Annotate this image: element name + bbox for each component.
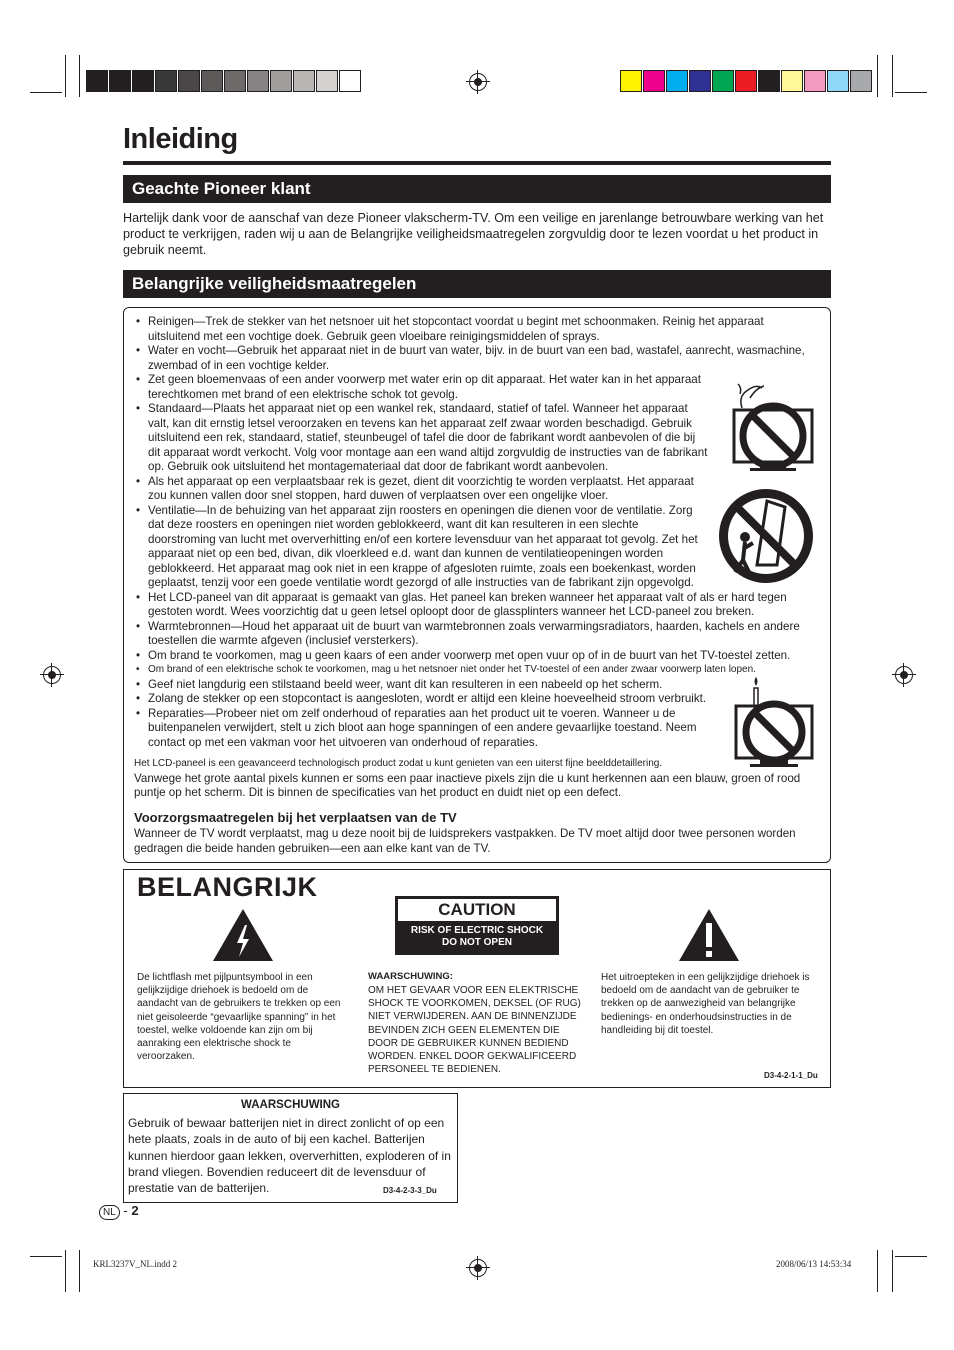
color-swatch (201, 70, 223, 92)
waarschuwing-heading: WAARSCHUWING: (368, 971, 453, 982)
crop-mark (30, 92, 62, 93)
color-swatch (224, 70, 246, 92)
color-swatch (293, 70, 315, 92)
crop-mark (79, 55, 80, 97)
intro-paragraph: Hartelijk dank voor de aanschaf van deze Pioneer vlakscherm-TV. Om een veilige en jarenlange betrouwbare werking van het product te verkrijgen, raden wij u aan de Belangrijke veiligheidsmaatregelen zorgvuldig door te lezen voordat u het product in gebruik neemt. (123, 211, 824, 257)
color-swatch (132, 70, 154, 92)
crop-mark (892, 55, 893, 97)
registration-mark-icon (469, 73, 487, 91)
page-number-value: 2 (131, 1203, 139, 1218)
footer-datetime: 2008/06/13 14:53:34 (776, 1259, 852, 1269)
section-heading-veiligheid: Belangrijke veiligheidsmaatregelen (123, 270, 831, 298)
color-swatch (339, 70, 361, 92)
color-swatch (850, 70, 872, 92)
crop-mark (65, 1250, 66, 1292)
exclamation-warning-icon (677, 907, 741, 963)
crop-mark (65, 55, 66, 97)
color-swatch (735, 70, 757, 92)
waarschuwing-text: OM HET GEVAAR VOOR EEN ELEKTRISCHE SHOCK TE VOORKOMEN, DEKSEL (OF RUG) NIET VERWIJDEREN. AAN DE BINNENZIJDE BEVINDEN ZICH GEEN ELEMENTEN DIE DOOR DE GEBRUIKER KUNNEN BEDIEND WORDEN. ENKEL DOOR GEKWALIFICEERD PERSONEEL TE BEDIENEN. (368, 985, 581, 1076)
list-item: • Geef niet langdurig een stilstaand beeld weer, want dit kan resulteren in een nabeeld op het scherm. (134, 678, 708, 693)
color-swatch (247, 70, 269, 92)
caution-label (395, 896, 559, 955)
list-item: • Het LCD-paneel van dit apparaat is gemaakt van glas. Het paneel kan breken wanneer het apparaat valt of als er hard tegen gestoten wordt. Wees voorzichtig dat u geen letsel oploopt door de glassplinters wanneer het LCD-paneel zou breken. (134, 591, 818, 620)
color-swatch (155, 70, 177, 92)
exclamation-description: Het uitroepteken in een gelijkzijdige driehoek is bedoeld om de aandacht van de gebruiker te trekken op de aanwezigheid van belangrijke bedienings- en onderhoudsinstructies in de handleiding bij dit toestel. (601, 972, 810, 1036)
list-item: • Reparaties—Probeer niet om zelf onderhoud of reparaties aan het product uit te voeren. Wanneer u de buitenpanelen verwijdert, stelt u zich bloot aan hoge spanningen of een andere gevaarlijke toestand. Neem contact op met een vakman voor het uitvoeren van onderhoud of reparaties. (134, 707, 708, 751)
crop-mark (895, 1256, 927, 1257)
no-tipping-cart-icon (715, 487, 817, 585)
lightning-description: De lichtflash met pijlpuntsymbool in een gelijkzijdige driehoek is bedoeld om de aandacht van de gebruikers te trekken op een niet geisoleerde “gevaarlijke spanning” in het toestel, welke voldoende kan zijn om bij aanraking een elektrische shock te veroorzaken. (137, 972, 341, 1063)
transport-heading: Voorzorgsmaatregelen bij het verplaatsen van de TV (134, 810, 457, 825)
list-item: • Warmtebronnen—Houd het apparaat uit de buurt van warmtebronnen zoals verwarmingsradiators, haarden, kachels en andere toestellen die warmte afgeven (inclusief versterkers). (134, 620, 818, 649)
list-item: • Om brand of een elektrische schok te voorkomen, mag u het netsnoer niet onder het TV-toestel of een ander zwaar voorwerp laten lopen. (134, 663, 818, 678)
color-swatch (86, 70, 108, 92)
important-title: BELANGRIJK (137, 872, 318, 902)
color-swatch (270, 70, 292, 92)
list-item: • Als het apparaat op een verplaatsbaar rek is gezet, dient dit voorzichtig te worden verplaatst. Het apparaat zou kunnen vallen door snel stoppen, hard duwen of verplaatsen over een ongelijke vloer. (134, 475, 708, 504)
list-item: • Zolang de stekker op een stopcontact is aangesloten, wordt er altijd een kleine hoeveelheid stroom verbruikt. (134, 692, 708, 707)
color-swatch (758, 70, 780, 92)
color-swatch (781, 70, 803, 92)
color-calibration-strip (620, 70, 873, 92)
color-swatch (666, 70, 688, 92)
color-swatch (316, 70, 338, 92)
grayscale-calibration-strip (86, 70, 362, 92)
caution-sub-2: DO NOT OPEN (441, 937, 512, 948)
list-item: • Zet geen bloemenvaas of een ander voorwerp met water erin op dit apparaat. Het water kan in het apparaat terechtkomen met brand of een elektrische schok tot gevolg. (134, 373, 708, 402)
registration-mark-icon (43, 666, 61, 684)
list-item: • Standaard—Plaats het apparaat niet op een wankel rek, standaard, statief of tafel. Wanneer het apparaat valt, kan dit ernstig letsel veroorzaken en tevens kan het apparaat zelf zwaar worden beschadigd. Gebruik uitsluitend een rek, standaard, statief, steunbeugel of tafel die door de fabrikant wordt aanbevolen of die bij dit apparaat wordt verkocht. Volg voor montage aan een wand altijd zorgvuldig de instructies van de fabrikant op. Gebruik ook uitsluitend het montagemateriaal dat door de fabrikant wordt aanbevolen. (134, 402, 708, 475)
lcd-note (134, 757, 824, 801)
crop-mark (877, 1250, 878, 1292)
important-code: D3-4-2-1-1_Du (764, 1071, 818, 1080)
color-swatch (712, 70, 734, 92)
battery-warning-text: Gebruik of bewaar batterijen niet in direct zonlicht of op een hete plaats, zoals in de auto of bij een kachel. Batterijen kunnen hierdoor gaan lekken, oververhitten, exploderen of in brand vliegen. Bovendien reduceert dit de levensduur of prestatie van de batterijen. (128, 1116, 451, 1196)
color-swatch (643, 70, 665, 92)
section-heading-klant: Geachte Pioneer klant (123, 175, 831, 203)
page-title: Inleiding (123, 123, 238, 155)
list-item: • Reinigen—Trek de stekker van het netsnoer uit het stopcontact voordat u begint met schoonmaken. Reinig het apparaat uitsluitend met een vochtige doek. Gebruik geen vloeibare reinigingsmiddelen of sprays. (134, 315, 818, 344)
crop-mark (30, 1256, 62, 1257)
crop-mark (892, 1250, 893, 1292)
registration-mark-icon (895, 666, 913, 684)
caution-sub-1: RISK OF ELECTRIC SHOCK (410, 925, 544, 936)
crop-mark (877, 55, 878, 97)
color-swatch (827, 70, 849, 92)
battery-warning-heading: WAARSCHUWING (240, 1099, 341, 1111)
list-item: • Ventilatie—In de behuizing van het apparaat zijn roosters en openingen die dienen voor de ventilatie. Zorg dat deze roosters en openingen niet worden geblokkeerd, want dit kan resulteren in een slechte doorstroming van lucht met oververhitting en/of een kortere levensduur van het apparaat tot gevolg. Zet het apparaat niet op een bed, divan, dik vloerkleed e.d. want dan kunnen de ventilatieopeningen worden geblokkeerd. Het apparaat mag ook niet in een krappe of afgesloten ruimte, zoals een boekenkast, worden geplaatst, tenzij voor een goede ventilatie wordt gezorgd of alle instructies van de fabrikant zijn opgevolgd. (134, 504, 708, 591)
transport-paragraph: Wanneer de TV wordt verplaatst, mag u deze nooit bij de luidsprekers vastpakken. De TV moet altijd door twee personen worden gedragen die beide handen gebruiken—een aan elke kant van de TV. (134, 827, 796, 855)
crop-mark (79, 1250, 80, 1292)
list-item: • Om brand te voorkomen, mag u geen kaars of een ander voorwerp met open vuur op of in de buurt van het TV-toestel zetten. (134, 649, 818, 664)
color-swatch (109, 70, 131, 92)
color-swatch (689, 70, 711, 92)
color-swatch (178, 70, 200, 92)
lcd-note-text: Vanwege het grote aantal pixels kunnen er soms een paar inactieve pixels zijn die u kunt herkennen aan een blauw, groen of rood puntje op het scherm. Dit is binnen de specificaties van het product en duidt niet op een defect. (134, 771, 801, 799)
lcd-note-small: Het LCD-paneel is een geavanceerd technologisch product zodat u kunt genieten van een uiterst fijne beelddetaillering. (134, 758, 663, 769)
registration-mark-icon (469, 1259, 487, 1277)
page-number (99, 1203, 139, 1220)
crop-mark (895, 92, 927, 93)
no-vase-on-tv-icon (728, 378, 818, 476)
battery-code: D3-4-2-3-3_Du (383, 1186, 437, 1195)
color-swatch (620, 70, 642, 92)
page-sep: - (123, 1203, 128, 1218)
lightning-warning-icon (211, 907, 275, 963)
title-rule (123, 161, 831, 165)
color-swatch (804, 70, 826, 92)
language-badge: NL (99, 1205, 120, 1220)
footer-filename: KRL3237V_NL.indd 2 (93, 1259, 177, 1269)
list-item: • Water en vocht—Gebruik het apparaat niet in de buurt van water, bijv. in de buurt van een bad, wastafel, aanrecht, wasmachine, zwembad of in een vochtige kelder. (134, 344, 818, 373)
caution-heading: CAUTION (398, 899, 556, 921)
